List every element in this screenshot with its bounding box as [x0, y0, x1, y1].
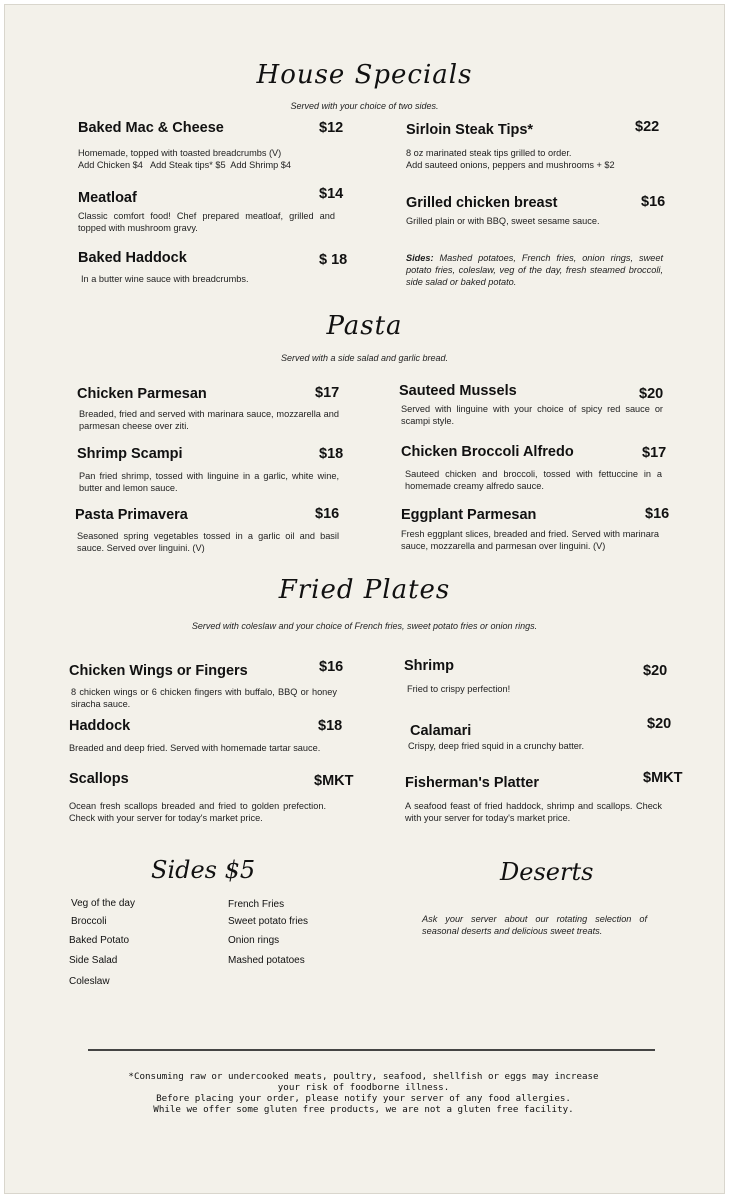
item-price: $ 18	[319, 252, 348, 268]
item-desc: Fresh eggplant slices, breaded and fried. Served with marinara sauce, mozzarella and parmesan over linguini. (V)	[401, 529, 659, 551]
item-price: $17	[315, 385, 340, 401]
pasta-title: Pasta	[326, 311, 403, 341]
house-specials-subtitle: Served with your choice of two sides.	[290, 101, 439, 111]
item-price: $12	[319, 120, 344, 136]
item-desc: Fried to crispy perfection!	[407, 684, 511, 694]
item-name: Meatloaf	[78, 190, 137, 206]
divider	[88, 1049, 655, 1051]
item-price: $18	[319, 446, 344, 462]
item-desc: Breaded, fried and served with marinara sauce, mozzarella and parmesan cheese over ziti.	[79, 409, 339, 431]
item-desc-addons: Add sauteed onions, peppers and mushrooms + $2	[406, 160, 615, 170]
item-desc: Served with linguine with your choice of spicy red sauce or scampi style.	[401, 404, 663, 426]
item-price: $20	[647, 716, 672, 732]
item-name: Chicken Broccoli Alfredo	[401, 444, 574, 460]
item-desc: Seasoned spring vegetables tossed in a garlic oil and basil sauce. Served over linguini. (V)	[77, 531, 339, 553]
item-price: $20	[639, 386, 664, 402]
item-name: Scallops	[69, 771, 129, 787]
deserts-title: Deserts	[500, 858, 594, 886]
item-desc: Breaded and deep fried. Served with homemade tartar sauce.	[69, 743, 321, 753]
item-desc: A seafood feast of fried haddock, shrimp and scallops. Check with your server for today's market price.	[405, 801, 662, 823]
pasta-subtitle: Served with a side salad and garlic bread.	[280, 353, 449, 363]
fried-plates-title: Fried Plates	[278, 575, 451, 605]
item-name: Chicken Parmesan	[77, 386, 207, 402]
item-price: $20	[643, 663, 668, 679]
item-price: $16	[645, 506, 670, 522]
item-price: $16	[319, 659, 344, 675]
deserts-text: Ask your server about our rotating selection of seasonal deserts and delicious sweet treats.	[422, 914, 647, 936]
side-item: Mashed potatoes	[228, 955, 305, 966]
item-price: $17	[642, 445, 667, 461]
item-name: Fisherman's Platter	[405, 775, 539, 791]
item-desc: Pan fried shrimp, tossed with linguine in a garlic, white wine, butter and lemon sauce.	[79, 471, 339, 493]
item-price: $MKT	[643, 770, 683, 786]
item-desc: Grilled plain or with BBQ, sweet sesame sauce.	[406, 216, 600, 226]
allergy-notice	[57, 1071, 670, 1115]
item-desc: Crispy, deep fried squid in a crunchy batter.	[408, 741, 585, 751]
fried-plates-subtitle: Served with coleslaw and your choice of French fries, sweet potato fries or onion rings.	[191, 621, 538, 631]
item-price: $14	[319, 186, 344, 202]
side-item: Broccoli	[71, 916, 107, 927]
menu-page	[4, 4, 725, 1194]
item-name: Baked Mac & Cheese	[78, 120, 224, 136]
item-desc: In a butter wine sauce with breadcrumbs.	[81, 274, 249, 284]
side-item: Sweet potato fries	[228, 916, 309, 927]
item-name: Sauteed Mussels	[399, 383, 517, 399]
side-item: Veg of the day	[71, 898, 135, 909]
sides-note-text: Mashed potatoes, French fries, onion rings, sweet potato fries, coleslaw, veg of the day, fresh steamed broccoli, side salad or baked potato.	[406, 253, 663, 287]
item-name: Calamari	[410, 723, 472, 739]
notice-line: While we offer some gluten free products, we are not a gluten free facility.	[153, 1104, 574, 1115]
side-item: French Fries	[228, 899, 285, 910]
item-desc: Classic comfort food! Chef prepared meatloaf, grilled and topped with mushroom gravy.	[78, 211, 335, 233]
item-desc: Homemade, topped with toasted breadcrumbs (V)	[78, 148, 282, 158]
item-name: Shrimp	[404, 658, 454, 674]
item-desc: 8 chicken wings or 6 chicken fingers with buffalo, BBQ or honey siracha sauce.	[71, 687, 337, 709]
side-item: Side Salad	[69, 955, 118, 966]
item-desc: 8 oz marinated steak tips grilled to order.	[406, 148, 572, 158]
side-item: Coleslaw	[69, 976, 110, 987]
side-item: Onion rings	[228, 935, 280, 946]
side-item: Baked Potato	[69, 935, 130, 946]
item-desc: Sauteed chicken and broccoli, tossed with fettuccine in a homemade creamy alfredo sauce.	[405, 469, 662, 491]
house-specials-title: House Specials	[256, 60, 473, 90]
item-name: Haddock	[69, 718, 131, 734]
item-desc-addons: Add Chicken $4 Add Steak tips* $5 Add Shrimp $4	[78, 160, 291, 170]
sides-title: Sides $5	[151, 856, 256, 884]
sides-note-label: Sides:	[406, 253, 434, 263]
item-price: $MKT	[314, 773, 354, 789]
item-price: $22	[635, 119, 660, 135]
notice-line: Before placing your order, please notify your server of any food allergies.	[156, 1093, 571, 1104]
item-name: Pasta Primavera	[75, 507, 188, 523]
item-price: $18	[318, 718, 343, 734]
item-name: Baked Haddock	[78, 250, 187, 266]
sides-note	[406, 252, 663, 288]
item-name: Eggplant Parmesan	[401, 507, 537, 523]
item-price: $16	[315, 506, 340, 522]
item-desc: Ocean fresh scallops breaded and fried to golden prefection. Check with your server for today's market price.	[69, 801, 326, 823]
item-name: Grilled chicken breast	[406, 195, 558, 211]
notice-line: your risk of foodborne illness.	[277, 1082, 450, 1093]
item-price: $16	[641, 194, 666, 210]
item-name: Chicken Wings or Fingers	[69, 663, 248, 679]
item-name: Sirloin Steak Tips*	[406, 122, 534, 138]
item-name: Shrimp Scampi	[77, 446, 183, 462]
notice-line: *Consuming raw or undercooked meats, poultry, seafood, shellfish or eggs may increase	[128, 1071, 599, 1082]
